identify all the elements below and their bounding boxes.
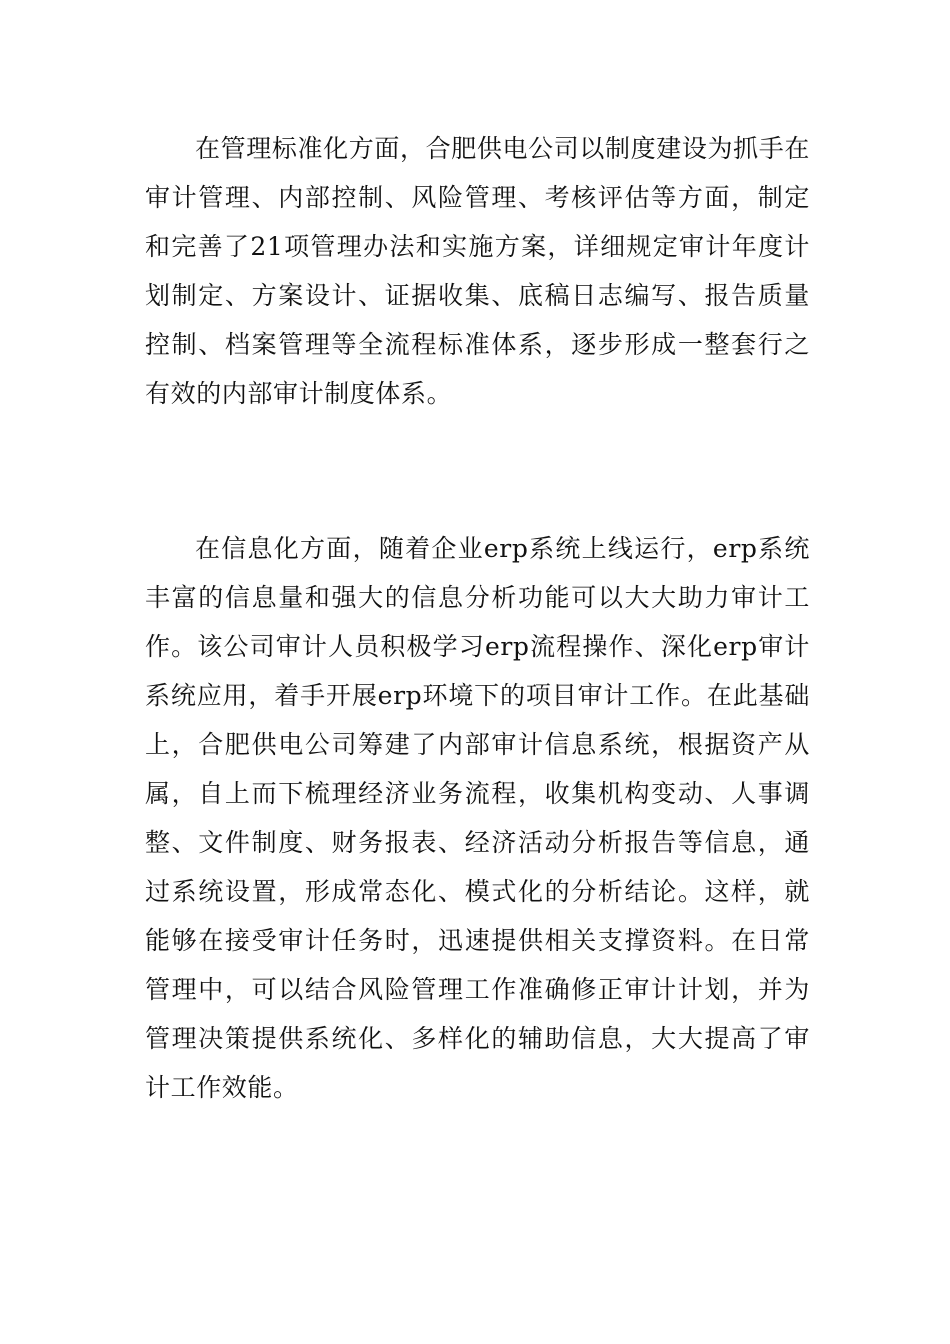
paragraph-management-standardization: 在管理标准化方面，合肥供电公司以制度建设为抓手在审计管理、内部控制、风险管理、考核评估等方面，制定和完善了21项管理办法和实施方案，详细规定审计年度计划制定、方案设计、证据收集、底稿日志编写、报告质量控制、档案管理等全流程标准体系，逐步形成一整套行之有效的内部审计制度体系。 (145, 134, 810, 408)
paragraph-informatization: 在信息化方面，随着企业erp系统上线运行，erp系统丰富的信息量和强大的信息分析功能可以大大助力审计工作。该公司审计人员积极学习erp流程操作、深化erp审计系统应用，着手开展erp环境下的项目审计工作。在此基础上，合肥供电公司筹建了内部审计信息系统，根据资产从属，自上而下梳理经济业务流程，收集机构变动、人事调整、文件制度、财务报表、经济活动分析报告等信息，通过系统设置，形成常态化、模式化的分析结论。这样，就能够在接受审计任务时，迅速提供相关支撑资料。在日常管理中，可以结合风险管理工作准确修正审计计划，并为管理决策提供系统化、多样化的辅助信息，大大提高了审计工作效能。 (145, 534, 810, 1102)
